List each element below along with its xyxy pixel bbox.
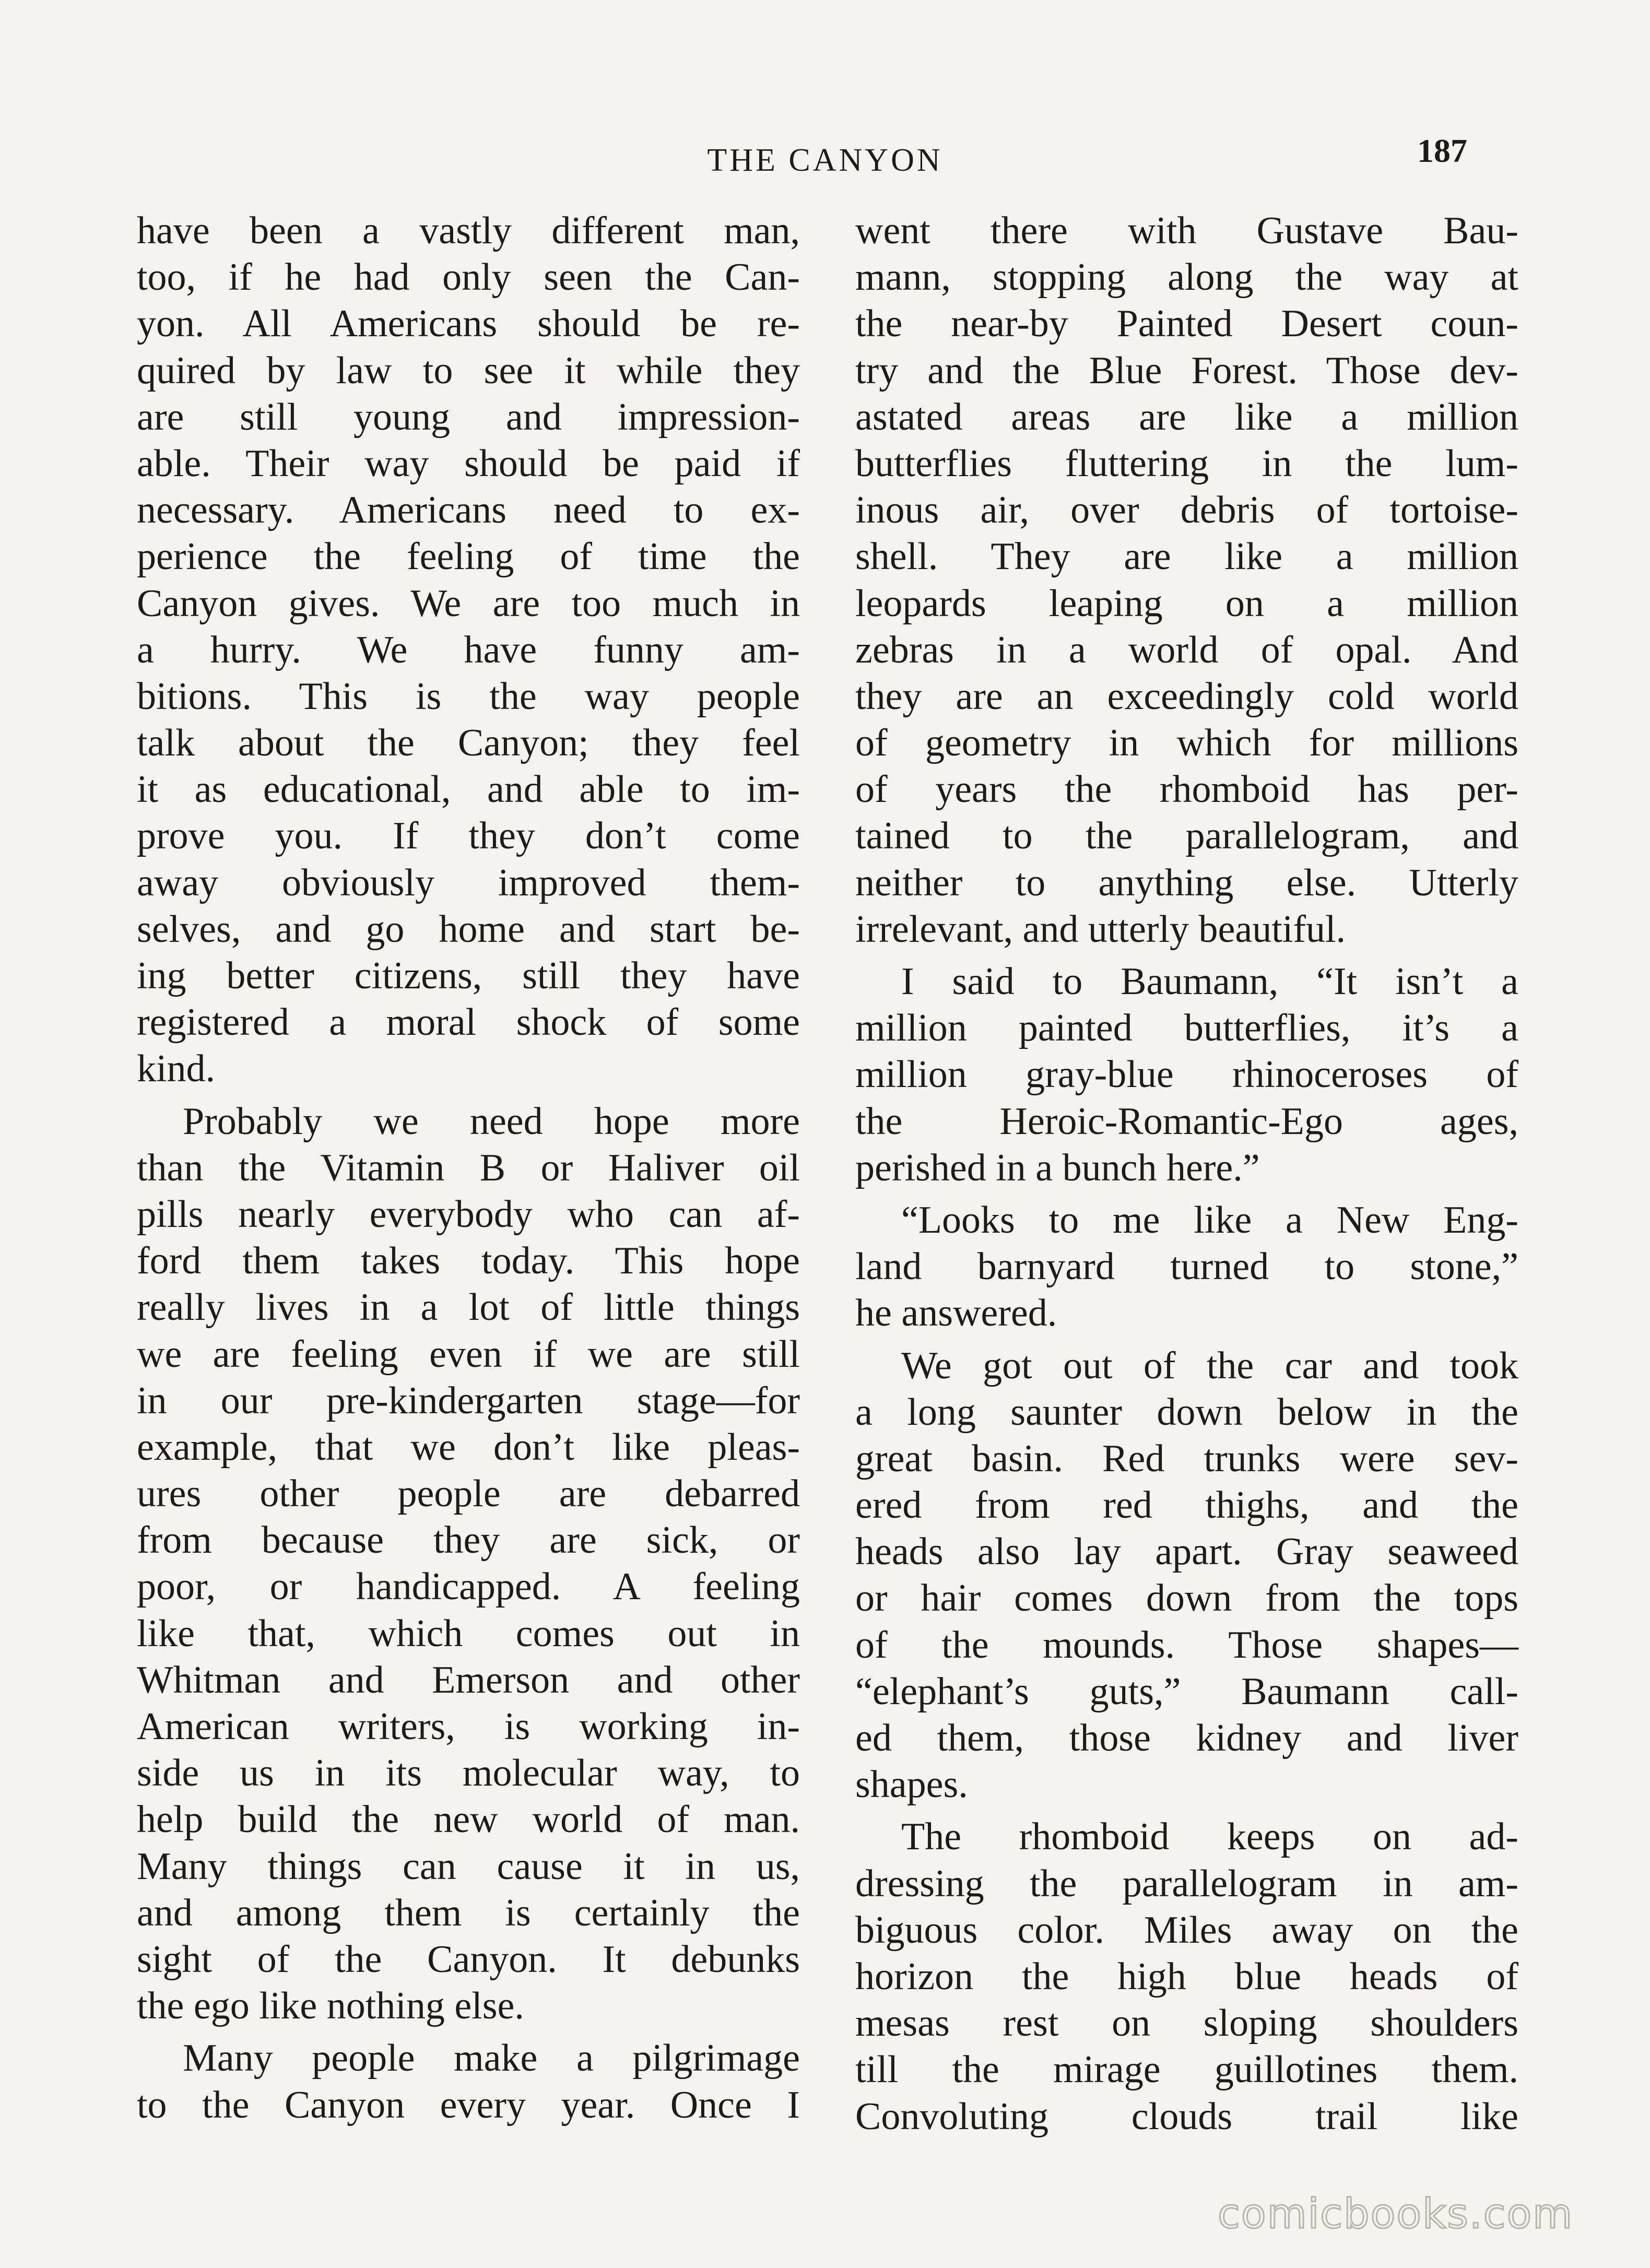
text-line: Canyon gives. We are too much in — [137, 582, 800, 625]
text-line: try and the Blue Forest. Those dev- — [855, 349, 1518, 392]
text-line: heads also lay apart. Gray seaweed — [855, 1530, 1518, 1574]
text-line: We got out of the car and took — [901, 1344, 1518, 1387]
text-line: million gray-blue rhinoceroses of — [855, 1053, 1518, 1096]
text-line: poor, or handicapped. A feeling — [137, 1565, 800, 1609]
text-line: of years the rhomboid has per- — [855, 768, 1518, 811]
text-line: a hurry. We have funny am- — [137, 628, 800, 671]
text-line: ing better citizens, still they have — [137, 954, 800, 997]
text-line: The rhomboid keeps on ad- — [901, 1815, 1518, 1859]
text-line: ed them, those kidney and liver — [855, 1717, 1518, 1759]
text-line: like that, which comes out in — [137, 1612, 800, 1655]
paragraph-gap — [855, 1337, 1518, 1343]
text-line: ures other people are debarred — [137, 1472, 800, 1516]
text-line: leopards leaping on a million — [855, 582, 1518, 625]
text-line: example, that we don’t like pleas- — [137, 1425, 800, 1469]
text-line: perished in a bunch here.” — [855, 1146, 1260, 1189]
text-line: sight of the Canyon. It debunks — [137, 1938, 800, 1981]
text-line: of the mounds. Those shapes— — [855, 1623, 1518, 1667]
text-line: bitions. This is the way people — [137, 675, 800, 718]
text-line: dressing the parallelogram in am- — [855, 1862, 1518, 1905]
text-line: irrelevant, and utterly beautiful. — [855, 907, 1346, 951]
text-line: really lives in a lot of little things — [137, 1286, 800, 1329]
text-line: able. Their way should be paid if — [137, 442, 800, 485]
text-line: million painted butterflies, it’s a — [855, 1007, 1518, 1050]
text-line: I said to Baumann, “It isn’t a — [901, 960, 1518, 1003]
text-line: it as educational, and able to im- — [137, 768, 800, 811]
text-line: ered from red thighs, and the — [855, 1484, 1518, 1527]
text-line: horizon the high blue heads of — [855, 1955, 1518, 1998]
text-line: the Heroic-Romantic-Ego ages, — [855, 1100, 1518, 1143]
text-line: he answered. — [855, 1292, 1057, 1335]
text-line: inous air, over debris of tortoise- — [855, 489, 1518, 532]
text-line: a long saunter down below in the — [855, 1390, 1518, 1434]
text-line: astated areas are like a million — [855, 395, 1518, 439]
text-line: pills nearly everybody who can af- — [137, 1192, 800, 1236]
text-line: help build the new world of man. — [137, 1798, 800, 1841]
text-line: are still young and impression- — [137, 395, 800, 439]
text-line: kind. — [137, 1047, 216, 1091]
text-line: necessary. Americans need to ex- — [137, 489, 800, 532]
paragraph-gap — [137, 1093, 800, 1098]
text-line: mesas rest on sloping shoulders — [855, 2002, 1518, 2045]
text-column-right — [855, 208, 1518, 2140]
text-line: the near-by Painted Desert coun- — [855, 302, 1518, 346]
text-line: and among them is certainly the — [137, 1891, 800, 1934]
text-line: away obviously improved them- — [137, 861, 800, 904]
text-line: “Looks to me like a New Eng- — [901, 1198, 1518, 1242]
text-line: biguous color. Miles away on the — [855, 1908, 1518, 1952]
text-line: to the Canyon every year. Once I — [137, 2083, 800, 2127]
text-line: American writers, is working in- — [137, 1705, 800, 1748]
text-line: in our pre-kindergarten stage—for — [137, 1379, 800, 1422]
text-line: Many things can cause it in us, — [137, 1845, 800, 1888]
text-line: ford them takes today. This hope — [137, 1239, 800, 1283]
text-line: than the Vitamin B or Haliver oil — [137, 1146, 800, 1189]
text-line: shell. They are like a million — [855, 535, 1518, 578]
text-line: have been a vastly different man, — [137, 209, 800, 252]
text-line: land barnyard turned to stone,” — [855, 1245, 1518, 1289]
text-line: selves, and go home and start be- — [137, 907, 800, 951]
text-line: zebras in a world of opal. And — [855, 628, 1518, 671]
text-line: till the mirage guillotines them. — [855, 2048, 1518, 2092]
paragraph-gap — [137, 2029, 800, 2035]
text-line: of geometry in which for millions — [855, 722, 1518, 765]
text-line: quired by law to see it while they — [137, 349, 800, 392]
text-line: the ego like nothing else. — [137, 1985, 524, 2028]
text-line: or hair comes down from the tops — [855, 1577, 1518, 1620]
text-line: Many people make a pilgrimage — [183, 2037, 800, 2080]
running-head: THE CANYON — [707, 143, 943, 178]
text-line: shapes. — [855, 1763, 968, 1806]
text-line: Whitman and Emerson and other — [137, 1658, 800, 1702]
text-line: Probably we need hope more — [183, 1100, 800, 1143]
text-line: Convoluting clouds trail like — [855, 2095, 1518, 2138]
text-line: they are an exceedingly cold world — [855, 675, 1518, 718]
paragraph-gap — [855, 1191, 1518, 1197]
text-line: butterflies fluttering in the lum- — [855, 442, 1518, 485]
text-line: from because they are sick, or — [137, 1519, 800, 1562]
text-line: went there with Gustave Bau- — [855, 209, 1518, 252]
text-column-left — [137, 208, 800, 2129]
watermark: comicbooks.com — [1218, 2191, 1574, 2238]
text-line: too, if he had only seen the Can- — [137, 256, 800, 299]
text-line: great basin. Red trunks were sev- — [855, 1437, 1518, 1480]
paragraph-gap — [855, 1808, 1518, 1814]
text-line: prove you. If they don’t come — [137, 814, 800, 858]
text-line: “elephant’s guts,” Baumann call- — [855, 1670, 1518, 1713]
text-line: tained to the parallelogram, and — [855, 814, 1518, 858]
text-line: talk about the Canyon; they feel — [137, 722, 800, 765]
text-line: we are feeling even if we are still — [137, 1332, 800, 1376]
text-line: registered a moral shock of some — [137, 1001, 800, 1044]
text-line: neither to anything else. Utterly — [855, 861, 1518, 904]
text-line: perience the feeling of time the — [137, 535, 800, 578]
text-line: side us in its molecular way, to — [137, 1752, 800, 1795]
paragraph-gap — [855, 953, 1518, 959]
page-number: 187 — [1417, 132, 1467, 169]
text-line: yon. All Americans should be re- — [137, 302, 800, 346]
text-line: mann, stopping along the way at — [855, 256, 1518, 299]
